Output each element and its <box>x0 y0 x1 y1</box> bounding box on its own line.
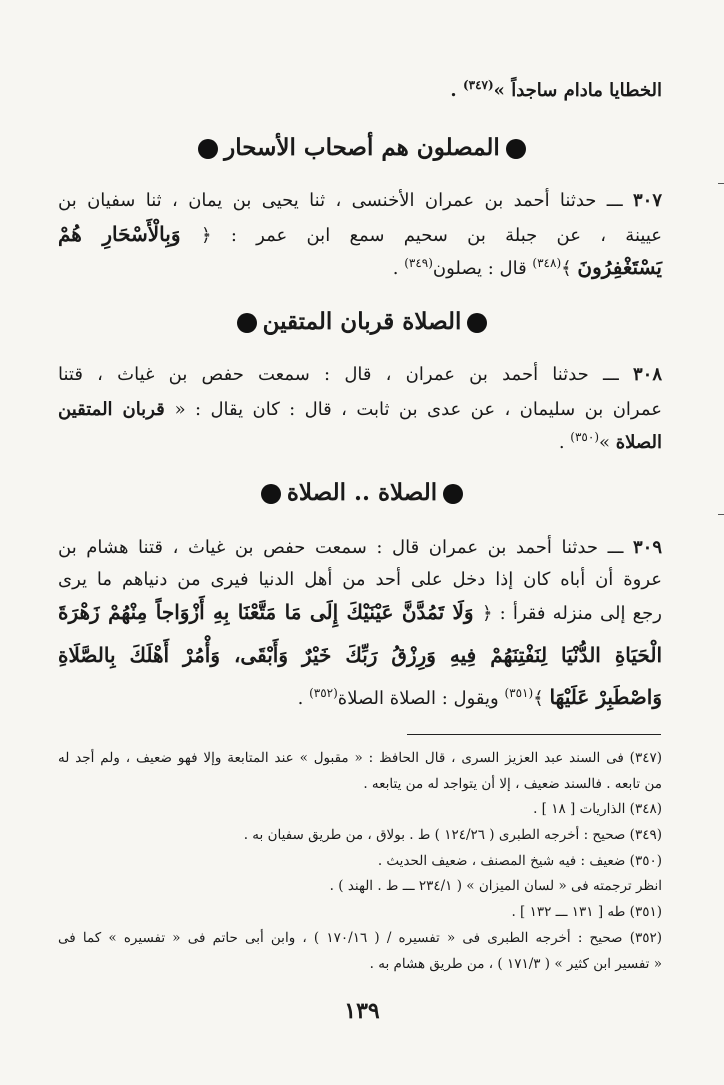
bullet-icon <box>467 313 487 333</box>
footnote-text: (٣٤٧) فى السند عبد العزيز السرى ، قال الحافظ : « مقبول » عند المتابعة وإلا فهو ضعيف ، ولم أجد له <box>58 750 662 766</box>
footnote-347-line-1 <box>58 747 662 769</box>
footnote-347-line-2 <box>58 773 662 795</box>
footnote-ref: (٣٥١) <box>504 686 534 700</box>
section-heading-2 <box>0 305 724 339</box>
quote-text: قربان المتقين <box>58 399 175 420</box>
footnote-text: (٣٥٠) ضعيف : فيه شيخ المصنف ، ضعيف الحديث . <box>377 853 662 869</box>
footnote-text: (٣٥١) طه [ ١٣١ ـــ ١٣٢ ] . <box>511 904 662 920</box>
paragraph-309-line-4 <box>58 640 662 672</box>
continuation-end: . <box>450 80 463 101</box>
footnote-ref: (٣٥٠) <box>570 430 599 444</box>
footnote-text: « تفسير ابن كثير » ( ١٧١/٣ ) ، من طريق هشام به . <box>369 956 662 972</box>
paragraph-309-line-3 <box>58 597 662 629</box>
page-number: ١٣٩ <box>344 998 380 1024</box>
paragraph-text: عروة أن أباه كان إذا دخل على أحد من أهل الدنيا فيرى من دنياهم ما يرى <box>58 569 662 590</box>
paragraph-text: عمران بن سليمان ، عن عدى بن ثابت ، قال : كان يقال : « <box>174 399 662 420</box>
paragraph-text: عيينة ، عن جبلة بن سحيم سمع ابن عمر : ﴿ <box>201 225 662 246</box>
paragraph-text: ويقول : الصلاة الصلاة <box>337 688 505 709</box>
paragraph-text: ـــ حدثنا أحمد بن عمران قال : سمعت حفص بن غياث ، قتنا هشام بن <box>58 537 633 558</box>
quran-text: وَلَا تَمُدَّنَّ عَيْنَيْكَ إِلَى مَا مَتَّعْنَا بِهِ أَزْوَاجاً مِنْهُمْ زَهْرَةَ <box>58 600 482 624</box>
paragraph-309-line-1 <box>58 533 662 563</box>
paragraph-end: . <box>558 432 571 453</box>
paragraph-text: قال : يصلون <box>432 258 533 279</box>
quran-text: الْحَيَاةِ الدُّنْيَا لِنَفْتِنَهُمْ فِيهِ وَرِزْقُ رَبِّكَ خَيْرٌ وَأَبْقَى، وَأْمُرْ أَهْلَكَ بِالصَّلَاةِ <box>58 643 662 667</box>
hadith-number: ٣٠٨ <box>632 364 662 385</box>
footnote-348 <box>58 798 662 820</box>
continuation-text: الخطايا مادام ساجداً » <box>493 80 662 101</box>
hadith-number: ٣٠٩ <box>632 537 662 558</box>
bracket: » <box>599 432 616 453</box>
bullet-icon <box>261 484 281 504</box>
footnote-ref: (٣٤٨) <box>532 256 562 270</box>
paragraph-end: . <box>297 688 310 709</box>
bullet-icon <box>506 139 526 159</box>
paragraph-309-line-5 <box>58 682 662 714</box>
paragraph-text: ـــ حدثنا أحمد بن عمران الأخنسى ، ثنا يحيى بن يمان ، ثنا سفيان بن <box>58 190 633 211</box>
footnote-351 <box>58 901 662 923</box>
paragraph-308-line-1 <box>58 360 662 390</box>
paragraph-308-line-2 <box>58 395 662 425</box>
heading-text: الصلاة قربان المتقين <box>262 308 462 335</box>
hadith-number: ٣٠٧ <box>632 190 662 211</box>
bullet-icon <box>198 139 218 159</box>
quote-text: الصلاة <box>615 432 662 453</box>
footnote-349 <box>58 824 662 846</box>
quran-text: يَسْتَغْفِرُونَ <box>577 255 662 279</box>
paragraph-307-line-1 <box>58 186 662 216</box>
footnote-ref: (٣٤٩) <box>404 256 433 270</box>
footnote-ref: (٣٥٢) <box>309 686 338 700</box>
bullet-icon <box>443 484 463 504</box>
footnote-350-line-2 <box>58 875 662 897</box>
footnote-divider <box>407 734 661 735</box>
paragraph-307-line-3 <box>58 252 662 284</box>
paragraph-308-line-3 <box>58 428 662 458</box>
bullet-icon <box>237 313 257 333</box>
section-heading-1 <box>0 131 724 165</box>
footnote-text: (٣٤٨) الذاريات [ ١٨ ] . <box>533 801 662 817</box>
paragraph-text: ـــ حدثنا أحمد بن عمران ، قال : سمعت حفص بن غياث ، قتنا <box>58 364 633 385</box>
heading-text: المصلون هم أصحاب الأسحار <box>224 134 500 161</box>
footnote-text: انظر ترجمته فى « لسان الميزان » ( ٢٣٤/١ ـــ ط . الهند ) . <box>329 878 662 894</box>
continuation-line <box>58 76 662 106</box>
scan-edge-mark <box>718 183 724 184</box>
footnote-352-line-2 <box>58 953 662 975</box>
paragraph-text: رجع إلى منزله فقرأ : ﴿ <box>481 603 662 624</box>
heading-text: الصلاة .. الصلاة <box>286 479 438 506</box>
paragraph-end: . <box>392 258 405 279</box>
footnote-350 <box>58 850 662 872</box>
footnote-ref: (٣٤٧) <box>462 78 494 92</box>
quran-text: وَبِالْأَسْحَارِ هُمْ <box>58 222 202 246</box>
footnote-352-line-1 <box>58 927 662 949</box>
footnote-text: (٣٤٩) صحيح : أخرجه الطبرى ( ١٢٤/٢٦ ) ط . بولاق ، من طريق سفيان به . <box>243 827 662 843</box>
section-heading-3 <box>0 476 724 510</box>
bracket: ﴾ <box>561 258 578 279</box>
quran-text: وَاصْطَبِرْ عَلَيْهَا <box>549 685 662 709</box>
paragraph-307-line-2 <box>58 219 662 251</box>
scan-edge-mark <box>718 514 724 515</box>
paragraph-309-line-2 <box>58 565 662 595</box>
footnote-text: من تابعه . فالسند ضعيف ، إلا أن يتواجد له من يتابعه . <box>363 776 662 792</box>
footnote-text: (٣٥٢) صحيح : أخرجه الطبرى فى « تفسيره / ( ١٧٠/١٦ ) ، وابن أبى حاتم فى « تفسيره » كما فى <box>58 930 663 946</box>
bracket: ﴾ <box>533 688 550 709</box>
